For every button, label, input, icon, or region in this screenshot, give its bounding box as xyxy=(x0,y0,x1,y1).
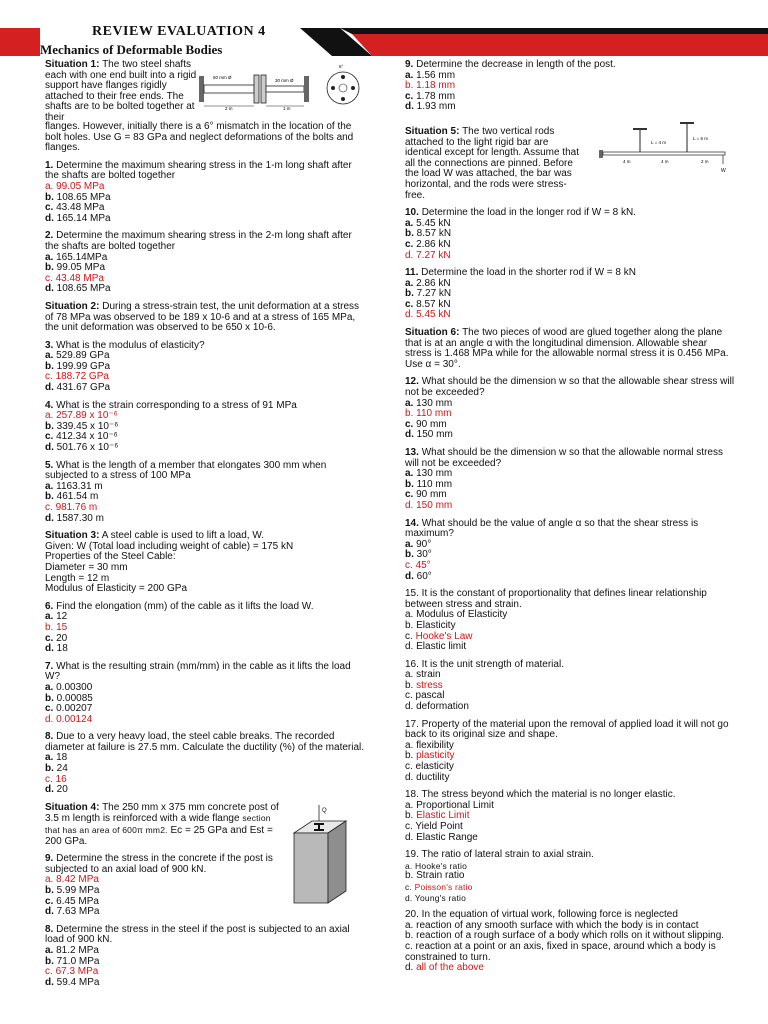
situation-5: Situation 5: The two vertical rods attached to the light rigid bar are identical except for length. Assume that all the connections are pinned. Before the load W was attached, the bar was horizontal, and the rods were stress-free. xyxy=(405,125,579,201)
option-6c: c. 20 xyxy=(45,632,68,644)
question-12: 12. What should be the dimension w so that the allowable shear stress will not be exceeded? a. 130 mm b. 110 mm c. 90 mm d. 150 mm xyxy=(405,376,735,441)
question-8b: 8. Determine the stress in the steel if the post is subjected to an axial load of 900 kN. a. 81.2 MPa b. 71.0 MPa c. 67.3 MPa d. 59.4 MPa xyxy=(45,925,365,989)
question-1: 1. Determine the maximum shearing stress in the 1-m long shaft after the shafts are bolted together a. 99.05 MPa b. 108.65 MPa c. 43.48 MPa d. 165.14 MPa xyxy=(45,161,365,225)
option-8b-b: b. 71.0 MPa xyxy=(45,955,100,967)
option-3d: d. 431.67 GPa xyxy=(45,382,111,394)
option-4b: b. 339.45 x 10⁻⁶ xyxy=(45,420,119,432)
option-9b-b: b. 1.18 mm xyxy=(405,80,456,92)
option-13a: a. 130 mm xyxy=(405,468,453,480)
option-8b-d: d. 59.4 MPa xyxy=(45,976,100,988)
option-3b: b. 199.99 GPa xyxy=(45,360,111,372)
question-18: 18. The stress beyond which the material is no longer elastic. a. Proportional Limit b. Elastic Limit c. Yield Point d. Elastic Range xyxy=(405,789,676,843)
option-13d: d. 150 mm xyxy=(405,499,453,511)
question-6: 6. Find the elongation (mm) of the cable as it lifts the load W. a. 12 b. 15 c. 20 d. 18 xyxy=(45,602,365,655)
option-11c: c. 8.57 kN xyxy=(405,298,451,310)
option-14a: a. 90° xyxy=(405,538,432,550)
option-4c: c. 412.34 x 10⁻⁶ xyxy=(45,431,118,443)
option-5b: b. 461.54 m xyxy=(45,491,99,503)
question-2: 2. Determine the maximum shearing stress in the 2-m long shaft after the shafts are bolted together a. 165.14MPa b. 99.05 MPa c. 43.48 MPa d. 108.65 MPa xyxy=(45,231,365,295)
option-12d: d. 150 mm xyxy=(405,429,453,441)
option-8d: d. 20 xyxy=(45,784,68,796)
option-1a: a. 99.05 MPa xyxy=(45,180,105,192)
rod-length-2: L = 6 m xyxy=(693,136,708,141)
option-6a: a. 12 xyxy=(45,611,68,623)
title-block xyxy=(40,24,330,58)
option-5c: c. 981.76 m xyxy=(45,502,98,513)
option-14d: d. 60° xyxy=(405,570,432,582)
left-column-body xyxy=(45,122,365,995)
option-12b: b. 110 mm xyxy=(405,408,452,420)
question-8: 8. Due to a very heavy load, the steel cable breaks. The recorded diameter at failure is 27.5 mm. Calculate the ductility (%) of the material. a. 18 b. 24 c. 16 d. 20 xyxy=(45,731,365,796)
option-7a: a. 0.00300 xyxy=(45,681,93,693)
question-11: 11. Determine the load in the shorter rod if W = 8 kN a. 2.86 kN b. 7.27 kN c. 8.57 kN d. 5.45 kN xyxy=(405,268,735,321)
option-12a: a. 130 mm xyxy=(405,397,453,409)
option-8a: a. 18 xyxy=(45,752,68,764)
shaft-label-2: 30 mm Ø xyxy=(275,78,294,83)
situation-1-title: Situation 1: xyxy=(45,59,100,70)
rod-length-1: L = 4 m xyxy=(651,140,666,145)
option-12c: c. 90 mm xyxy=(405,418,447,430)
option-9b-a: a. 1.56 mm xyxy=(405,69,456,81)
situation-2: Situation 2: During a stress-strain test, the unit deformation at a stress of 78 MPa was observed to be 189 x 10-6 and at a stress of 165 MPa, the unit deformation was observed to be 650 x 10-6. xyxy=(45,300,360,334)
option-8b-a: a. 81.2 MPa xyxy=(45,944,99,956)
question-15: 15. It is the constant of proportionality that defines linear relationship between stress and strain. a. Modulus of Elasticity b. Elasticity c. Hooke's Law d. Elastic limit xyxy=(405,588,707,653)
option-8b-c: c. 67.3 MPa xyxy=(45,966,99,978)
option-8b: b. 24 xyxy=(45,763,68,775)
option-7d: d. 0.00124 xyxy=(45,713,93,725)
bar-span-1: 4 m xyxy=(623,159,631,164)
option-11d: d. 5.45 kN xyxy=(405,309,451,321)
option-5a: a. 1163.31 m xyxy=(45,480,103,492)
option-4d: d. 501.76 x 10⁻⁶ xyxy=(45,442,119,454)
option-2a: a. 165.14MPa xyxy=(45,251,108,263)
question-20: 20. In the equation of virtual work, following force is neglected a. reaction of any smooth surface with which the body is in contact b. reaction of a rough surface of a body which rolls on it without slipping. c. reaction at a point or an axis, fixed in space, around which a body is constrained to turn. d. all of the above xyxy=(405,909,725,974)
question-14: 14. What should be the value of angle α so that the shear stress is maximum? a. 90° b. 30° c. 45° d. 60° xyxy=(405,519,735,583)
option-9d: d. 7.63 MPa xyxy=(45,906,100,918)
question-13: 13. What should be the dimension w so that the allowable normal stress will not be exceeded? a. 130 mm b. 110 mm c. 90 mm d. 150 mm xyxy=(405,448,735,512)
situation-1-cont: flanges. However, initially there is a 6° mismatch in the location of the bolt holes. Use G = 83 GPa and neglect deformations of the bolts and flanges. xyxy=(45,121,354,154)
option-14c: c. 45° xyxy=(405,559,431,571)
option-10a: a. 5.45 kN xyxy=(405,217,451,229)
option-2b: b. 99.05 MPa xyxy=(45,262,106,274)
option-10d: d. 7.27 kN xyxy=(405,249,451,261)
option-9b-d: d. 1.93 mm xyxy=(405,101,456,113)
option-10c: c. 2.86 kN xyxy=(405,238,451,250)
option-9a: a. 8.42 MPa xyxy=(45,874,99,886)
situation-3: Situation 3: A steel cable is used to lift a load, W. Given: W (Total load including weight of cable) = 175 kN Properties of the Steel Cable: Diameter = 30 mm Length = 12 m Modulus of Elasticity = 200 GPa xyxy=(45,530,294,595)
option-6d: d. 18 xyxy=(45,643,68,655)
option-6b: b. 15 xyxy=(45,621,68,633)
page-subtitle: Mechanics of Deformable Bodies xyxy=(40,42,223,57)
option-9b: b. 5.99 MPa xyxy=(45,885,100,896)
question-9b: 9. Determine the decrease in length of the post. a. 1.56 mm b. 1.18 mm c. 1.78 mm d. 1.93 mm xyxy=(405,60,735,113)
question-7: 7. What is the resulting strain (mm/mm) in the cable as it lifts the load W? a. 0.00300 b. 0.00085 c. 0.00207 d. 0.00124 xyxy=(45,662,365,726)
option-1c: c. 43.48 MPa xyxy=(45,202,105,214)
page-title: REVIEW EVALUATION 4 xyxy=(92,24,266,39)
shaft-label-1: 50 mm Ø xyxy=(213,75,232,80)
option-9c: c. 6.45 MPa xyxy=(45,895,99,907)
left-column xyxy=(45,60,365,131)
option-7b: b. 0.00085 xyxy=(45,692,93,704)
option-4a: a. 257.89 x 10⁻⁶ xyxy=(45,410,118,422)
option-9b-c: c. 1.78 mm xyxy=(405,90,456,102)
question-19: 19. The ratio of lateral strain to axial strain. a. Hooke's ratio b. Strain ratio c. Poisson's ratio d. Young's ratio xyxy=(405,849,594,903)
option-8c: c. 16 xyxy=(45,773,67,785)
option-5d: d. 1587.30 m xyxy=(45,512,104,524)
situation-1-text-a: The two steel shafts each with one end built into a rigid support have flanges rigidly attached to their free ends. The shafts are to be bolted together at their xyxy=(45,59,197,123)
right-column xyxy=(405,60,735,981)
bar-span-3: 2 m xyxy=(701,159,709,164)
option-11a: a. 2.86 kN xyxy=(405,277,451,289)
bar-span-2: 4 m xyxy=(661,159,669,164)
question-17: 17. Property of the material upon the removal of applied load it will not go back to its original size and shape. a. flexibility b. plasticity c. elasticity d. ductility xyxy=(405,718,729,783)
option-3c: c. 188.72 GPa xyxy=(45,371,109,383)
option-11b: b. 7.27 kN xyxy=(405,288,452,300)
option-1d: d. 165.14 MPa xyxy=(45,212,111,224)
question-9: 9. Determine the stress in the concrete if the post is subjected to an axial load of 900 kN. a. 8.42 MPa b. 5.99 MPa c. 6.45 MPa d. 7.63 MPa xyxy=(45,854,365,918)
situation-6: Situation 6: The two pieces of wood are glued together along the plane that is at an angle α with the longitudinal dimension. Allowable shear stress is 1.468 MPa while for the allowable normal stress it is 0.456 MPa. Use α = 30°. xyxy=(405,327,729,370)
option-14b: b. 30° xyxy=(405,549,432,561)
question-5: 5. What is the length of a member that elongates 300 mm when subjected to a stress of 100 MPa a. 1163.31 m b. 461.54 m c. 981.76 m d. 1587.30 m xyxy=(45,461,365,525)
angle-label: 6° xyxy=(339,64,344,69)
question-16: 16. It is the unit strength of material. a. strain b. stress c. pascal d. deformation xyxy=(405,658,564,713)
bar-load-label: W xyxy=(721,168,726,174)
question-4: 4. What is the strain corresponding to a stress of 91 MPa a. 257.89 x 10⁻⁶ b. 339.45 x 10⁻⁶ c. 412.34 x 10⁻⁶ d. 501.76 x 10⁻⁶ xyxy=(45,401,365,454)
option-2d: d. 108.65 MPa xyxy=(45,283,111,295)
post-load-label: Q xyxy=(322,808,327,814)
option-3a: a. 529.89 GPa xyxy=(45,350,110,362)
question-10: 10. Determine the load in the longer rod if W = 8 kN. a. 5.45 kN b. 8.57 kN c. 2.86 kN d. 7.27 kN xyxy=(405,208,735,261)
question-3: 3. What is the modulus of elasticity? a. 529.89 GPa b. 199.99 GPa c. 188.72 GPa d. 431.67 GPa xyxy=(45,341,365,394)
option-7c: c. 0.00207 xyxy=(45,703,93,715)
option-13b: b. 110 mm xyxy=(405,478,453,490)
option-13c: c. 90 mm xyxy=(405,489,447,501)
shaft-length-1: 2 m xyxy=(225,106,233,111)
situation-1 xyxy=(45,60,203,124)
option-10b: b. 8.57 kN xyxy=(405,228,452,240)
option-1b: b. 108.65 MPa xyxy=(45,191,111,203)
shaft-length-2: 1 m xyxy=(283,106,291,111)
situation-4: Situation 4: The 250 mm x 375 mm concrete post of 3.5 m length is reinforced with a wide flange section that has an area of 600π mm2. Ec = 25 GPa and Est = 200 GPa. xyxy=(45,801,279,847)
option-2c: c. 43.48 MPa xyxy=(45,272,104,284)
